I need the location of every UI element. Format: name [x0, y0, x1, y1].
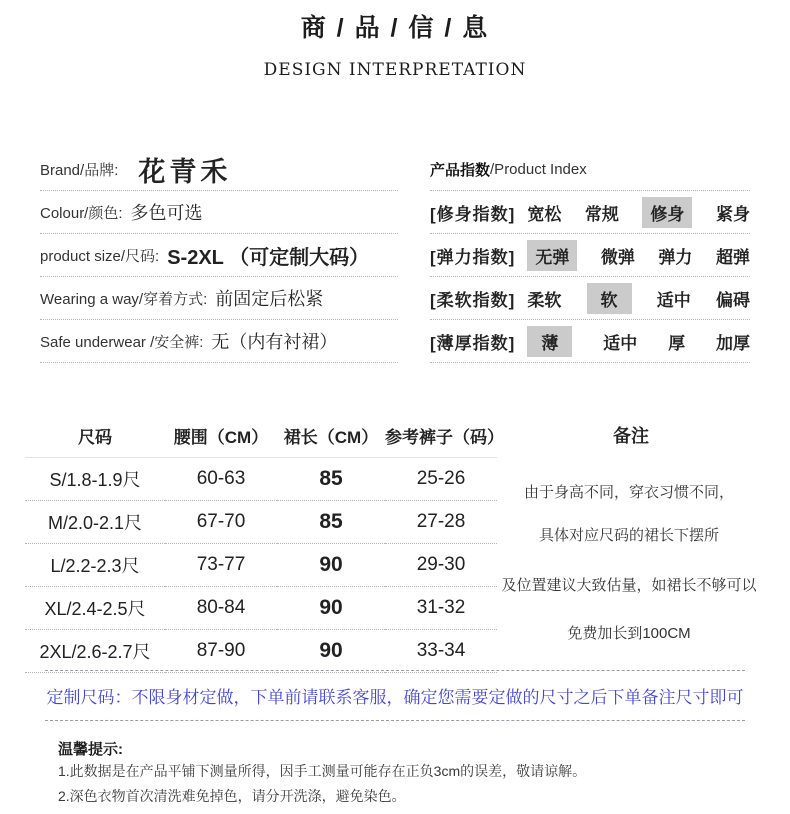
- table-cell: M/2.0-2.1尺: [25, 501, 165, 544]
- product-details: [40, 148, 398, 363]
- index-row-thickness: [430, 320, 750, 363]
- detail-row-brand: [40, 148, 398, 191]
- colour-label: Colour/颜色:: [40, 204, 123, 222]
- thickness-index-options: [527, 326, 750, 357]
- table-cell: 2XL/2.6-2.7尺: [25, 630, 165, 673]
- remark-line: 及位置建议大致估量，如裙长不够可以: [501, 577, 757, 594]
- option-extra-thick: 加厚: [716, 333, 750, 353]
- fit-index-label: [修身指数]: [430, 204, 516, 224]
- warm-tips-title: 温馨提示:: [58, 741, 123, 758]
- tip-line: 2.深色衣物首次清洗难免掉色，请分开洗涤，避免染色。: [58, 788, 406, 804]
- index-panel-title-row: [430, 148, 750, 191]
- page-header: [0, 8, 790, 80]
- wearing-label: Wearing a way/穿着方式:: [40, 290, 208, 308]
- option-medium-thick: 适中: [603, 333, 638, 353]
- product-index-panel: [430, 148, 750, 363]
- wearing-value: 前固定后松紧: [215, 289, 324, 309]
- option-thick: 厚: [668, 333, 686, 353]
- header-ref-pants: 参考裤子（码）: [385, 413, 497, 458]
- table-cell: 33-34: [385, 630, 497, 673]
- option-soft: 柔软: [527, 290, 562, 310]
- header-waist: 腰围（CM）: [165, 413, 277, 458]
- table-cell: 85: [277, 458, 385, 501]
- option-softer-selected: 软: [587, 283, 632, 314]
- table-cell: 87-90: [165, 630, 277, 673]
- detail-row-size: [40, 234, 398, 277]
- safe-underwear-label: Safe underwear /安全裤:: [40, 333, 204, 351]
- header-size: 尺码: [25, 413, 165, 458]
- page-subtitle: DESIGN INTERPRETATION: [263, 60, 527, 80]
- table-cell: 85: [277, 501, 385, 544]
- header-remarks: 备注: [613, 426, 649, 446]
- index-panel-title-en: /Product Index: [490, 160, 587, 178]
- index-row-fit: [430, 191, 750, 234]
- thickness-index-label: [薄厚指数]: [430, 333, 516, 353]
- detail-row-safe-underwear: [40, 320, 398, 363]
- table-cell: 29-30: [385, 544, 497, 587]
- option-regular: 常规: [584, 204, 619, 224]
- table-cell: XL/2.4-2.5尺: [25, 587, 165, 630]
- detail-row-wearing: [40, 277, 398, 320]
- size-value: S-2XL （可定制大码）: [167, 246, 370, 269]
- softness-index-options: [527, 283, 750, 314]
- table-cell: 67-70: [165, 501, 277, 544]
- table-cell: S/1.8-1.9尺: [25, 458, 165, 501]
- elastic-index-label: [弹力指数]: [430, 247, 516, 267]
- option-hard: 偏碍: [715, 290, 750, 310]
- table-cell: 73-77: [165, 544, 277, 587]
- header-skirt-length: 裙长（CM）: [277, 413, 385, 458]
- option-tight: 紧身: [715, 204, 750, 224]
- remark-line: 由于身高不同，穿衣习惯不同，: [523, 484, 734, 501]
- option-super-elastic: 超弹: [715, 247, 750, 267]
- option-medium-soft: 适中: [656, 290, 691, 310]
- detail-row-colour: [40, 191, 398, 234]
- brand-label: Brand/品牌:: [40, 161, 119, 179]
- table-cell: 80-84: [165, 587, 277, 630]
- table-cell: 25-26: [385, 458, 497, 501]
- option-thin-selected: 薄: [527, 326, 572, 357]
- remark-line: 具体对应尺码的裙长下摆所: [538, 527, 719, 544]
- size-chart-section: [25, 413, 765, 673]
- option-elastic: 弹力: [658, 247, 693, 267]
- size-label: product size/尺码:: [40, 247, 160, 265]
- safe-underwear-value: 无（内有衬裙）: [211, 332, 338, 352]
- table-cell: 90: [277, 544, 385, 587]
- table-cell: 60-63: [165, 458, 277, 501]
- table-cell: 90: [277, 630, 385, 673]
- option-no-elastic-selected: 无弹: [527, 240, 577, 271]
- index-panel-title-zh: 产品指数: [430, 161, 491, 179]
- option-micro-elastic: 微弹: [600, 247, 635, 267]
- option-slim-selected: 修身: [642, 197, 692, 228]
- table-cell: 27-28: [385, 501, 497, 544]
- page-title: 商 / 品 / 信 / 息: [300, 14, 490, 42]
- table-cell: 90: [277, 587, 385, 630]
- index-row-elastic: [430, 234, 750, 277]
- tip-line: 1.此数据是在产品平铺下测量所得，因手工测量可能存在正负3cm的误差，敬请谅解。: [58, 763, 587, 779]
- remarks-column: [497, 413, 765, 673]
- brand-value: 花青禾: [138, 156, 232, 187]
- softness-index-label: [柔软指数]: [430, 290, 516, 310]
- custom-size-note: 定制尺码：不限身材定做，下单前请联系客服，确定您需要定做的尺寸之后下单备注尺寸即可: [45, 670, 745, 721]
- warm-tips-section: [58, 738, 758, 809]
- size-table: [25, 413, 504, 673]
- colour-value: 多色可选: [130, 203, 203, 223]
- elastic-index-options: [527, 240, 750, 271]
- remark-line: 免费加长到100CM: [567, 625, 691, 642]
- table-cell: L/2.2-2.3尺: [25, 544, 165, 587]
- option-loose: 宽松: [527, 204, 562, 224]
- table-cell: 31-32: [385, 587, 497, 630]
- fit-index-options: [527, 197, 750, 228]
- info-section: [40, 148, 750, 363]
- index-row-softness: [430, 277, 750, 320]
